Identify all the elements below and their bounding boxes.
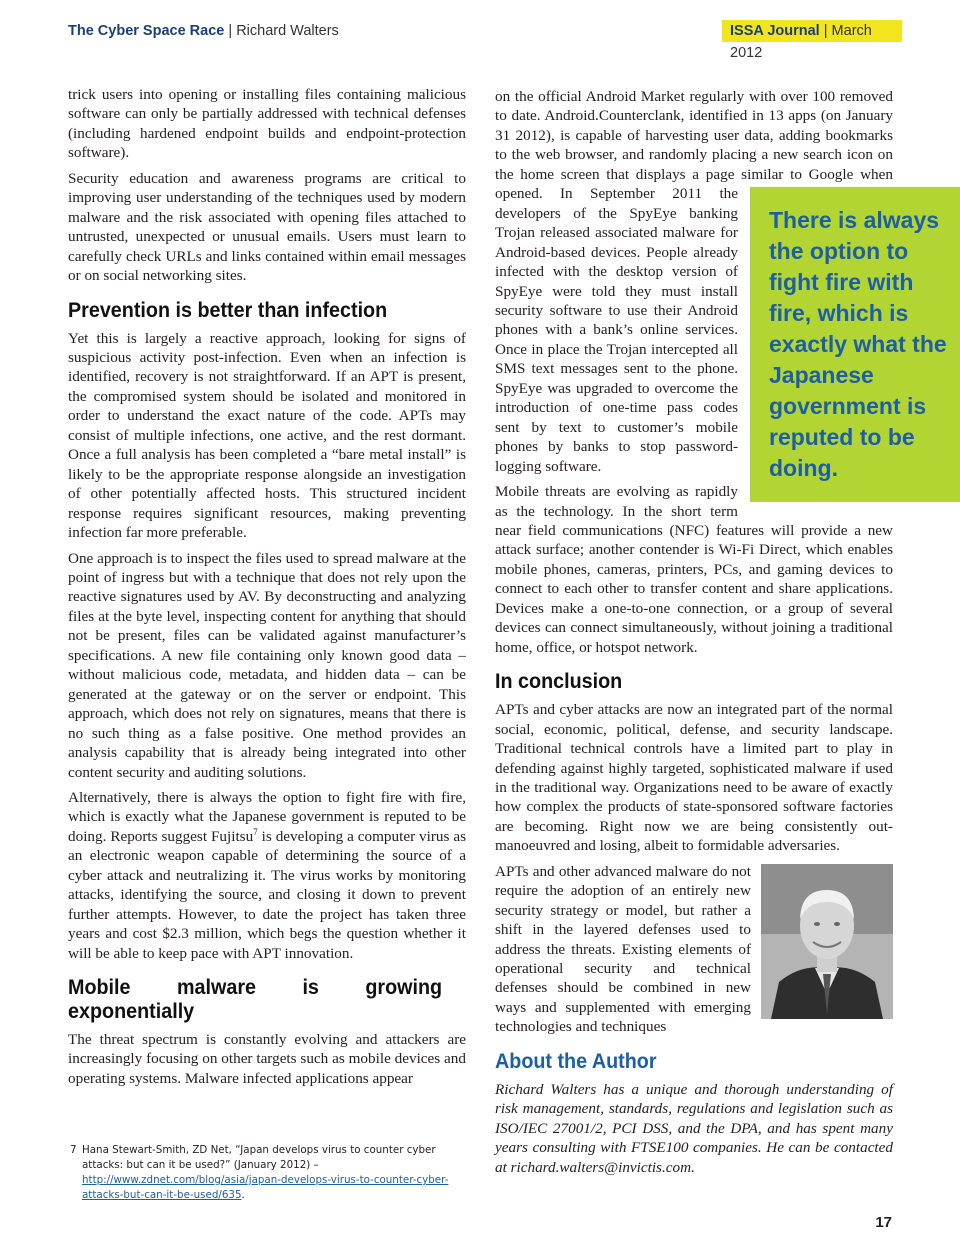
section-heading-conclusion: In conclusion bbox=[495, 670, 623, 694]
running-header-left bbox=[68, 20, 339, 42]
right-column bbox=[495, 87, 947, 1177]
article-title: The Cyber Space Race bbox=[68, 23, 225, 39]
paragraph: One approach is to inspect the files used to spread malware at the point of ingress but with a technique that does not rely upon the reactive signatures used by AV. By deconstructing and analyzing files at the byte level, inspecting content for anything that should not be present, files can be validated against manufacturer’s specifications. A new file containing only known good data – without malicious code, metadata, and hidden data – can be generated at the gateway or on the server or endpoint. This approach, which does not rely on signatures, means that there is no such thing as a false positive. One method provides an analysis capability that is already being integrated into other content security and auditing solutions. bbox=[68, 549, 466, 781]
header-author: Richard Walters bbox=[236, 23, 339, 39]
left-column bbox=[68, 85, 466, 1088]
paragraph bbox=[495, 87, 947, 482]
footnote bbox=[68, 1143, 468, 1203]
paragraph: Mobile threats are evolving as rapidly as the technology. In the short term near field communications (NFC) features will provide a new attack surface; another contender is Wi-Fi Direct, which enables mobile phones, cameras, printers, PCs, and gaming devices to connect to each other to transfer content and share applications. Devices make a one-to-one connection, or a group of several devices can connect simultaneously, without joining a traditional home, office, or hotspot network. bbox=[495, 483, 893, 656]
header-separator-right: | bbox=[819, 23, 832, 39]
paragraph bbox=[68, 788, 466, 963]
running-header-right bbox=[722, 20, 902, 61]
paragraph-text: is developing a computer virus as an electronic weapon capable of determining the source of a cyber attack and neutralizing it. The virus works by monitoring attacks, identifying the source, and closing it down to prevent further attempts. However, to date the project has taken three years and cost $2.3 million, which begs the question whether it will be able to keep pace with APT innovation. bbox=[68, 827, 467, 962]
footnote-text bbox=[82, 1143, 468, 1203]
paragraph-text: APTs and other advanced malware do not require the adoption of an entirely new security strategy or model, but rather a shift in the layered defenses used to address the threats. Existing elements of operational security and technical defenses should be combined in new ways and supplemented with emerging technologies and techniques bbox=[495, 862, 751, 1036]
paragraph: APTs and cyber attacks are now an integrated part of the normal social, economic, political, defense, and security landscape. Traditional technical controls have a limited part to play in defending against highly targeted, sophisticated malware if used in the traditional way. Organizations need to be aware of exactly how complex the products of state-sponsored software factories are becoming. Right now we are being consistently out-manoeuvred and losing, albeit to formidable adversaries. bbox=[495, 701, 893, 855]
header-separator: | bbox=[224, 23, 237, 39]
about-author-heading: About the Author bbox=[495, 1049, 657, 1073]
footnote-reference[interactable]: 7 bbox=[253, 826, 258, 837]
issue-date: March 2012 bbox=[730, 23, 872, 61]
paragraph-text: In September 2011 the developers of the SpyEye banking Trojan released associated malware for Android-based devices. People already infected with the desktop version of SpyEye were told they must install security software to use their Android phones with a bank’s online services. Once in place the Trojan intercepted all SMS text messages sent to the phone. SpyEye was upgraded to overcome the introduction of one-time pass codes sent by text to customer’s mobile phones by banks to stop password-logging software. bbox=[495, 185, 738, 475]
author-portrait-image bbox=[761, 864, 893, 1019]
footnote-number: 7 bbox=[70, 1144, 77, 1156]
journal-name: ISSA Journal bbox=[730, 23, 820, 39]
paragraph: The threat spectrum is constantly evolving and attackers are increasingly focusing on other targets such as mobile devices and operating systems. Malware infected applications appear bbox=[68, 1031, 466, 1087]
paragraph: trick users into opening or installing files containing malicious software can only be partially addressed with technical defenses (including hardened endpoint builds and endpoint-protection software). bbox=[68, 86, 466, 162]
paragraph bbox=[495, 862, 893, 1037]
section-heading-mobile-malware: Mobile malware is growing exponentially bbox=[68, 976, 443, 1024]
footnote-end: . bbox=[241, 1189, 245, 1201]
footnote-link[interactable]: http://www.zdnet.com/blog/asia/japan-develops-virus-to-counter-cyber-attacks-but-can-it-be-used/635 bbox=[82, 1174, 449, 1201]
pull-quote: There is always the option to fight fire with fire, which is exactly what the Japanese government is reputed to be doing. bbox=[750, 187, 960, 502]
paragraph: Security education and awareness programs are critical to improving user understanding of the techniques used by modern malware and the risk associated with opening files attached to untrusted, unexpected or unusual emails. Users must learn to carefully check URLs and links contained within email messages or on social networking sites. bbox=[68, 169, 466, 285]
footnote-citation: Hana Stewart-Smith, ZD Net, “Japan develops virus to counter cyber attacks: but can it be used?” (January 2012) – bbox=[82, 1144, 436, 1171]
paragraph: Yet this is largely a reactive approach, looking for signs of suspicious activity post-infection. Even when an infection is identified, recovery is not straightforward. If an APT is present, the compromised system should be isolated and monitored in order to understand the exact nature of the code. APTs may consist of multiple infections, one active, and the rest dormant. Once a full analysis has been completed a “bare metal install” is likely to be the appropriate response alongside an investigation of other potentially affected hosts. This structured incident response requires significant resources, making preventing infection far more preferable. bbox=[68, 329, 466, 542]
section-heading-prevention: Prevention is better than infection bbox=[68, 298, 388, 322]
page-number: 17 bbox=[875, 1214, 892, 1231]
paragraph-text: on the official Android Market regularly with over 100 removed to date. Android.Counterclank, identified in 13 apps (on January 31 2012), is capable of harvesting user data, adding bookmarks to the web browser, and randomly placing a new search icon on the home screen that displays a page similar to Google when opened. bbox=[495, 88, 893, 203]
author-photo bbox=[761, 864, 893, 1019]
paragraph-text: Alternatively, there is always the option to fight fire with fire, which is exactly what the Japanese government is reputed to be doing. Reports suggest Fujitsu bbox=[68, 788, 466, 845]
author-bio: Richard Walters has a unique and thorough understanding of risk management, standards, regulations and legislation such as ISO/IEC 27001/2, PCI DSS, and the DPA, and has spent many years consulting with FTSE100 companies. He can be contacted at richard.walters@invictis.com. bbox=[495, 1080, 893, 1176]
